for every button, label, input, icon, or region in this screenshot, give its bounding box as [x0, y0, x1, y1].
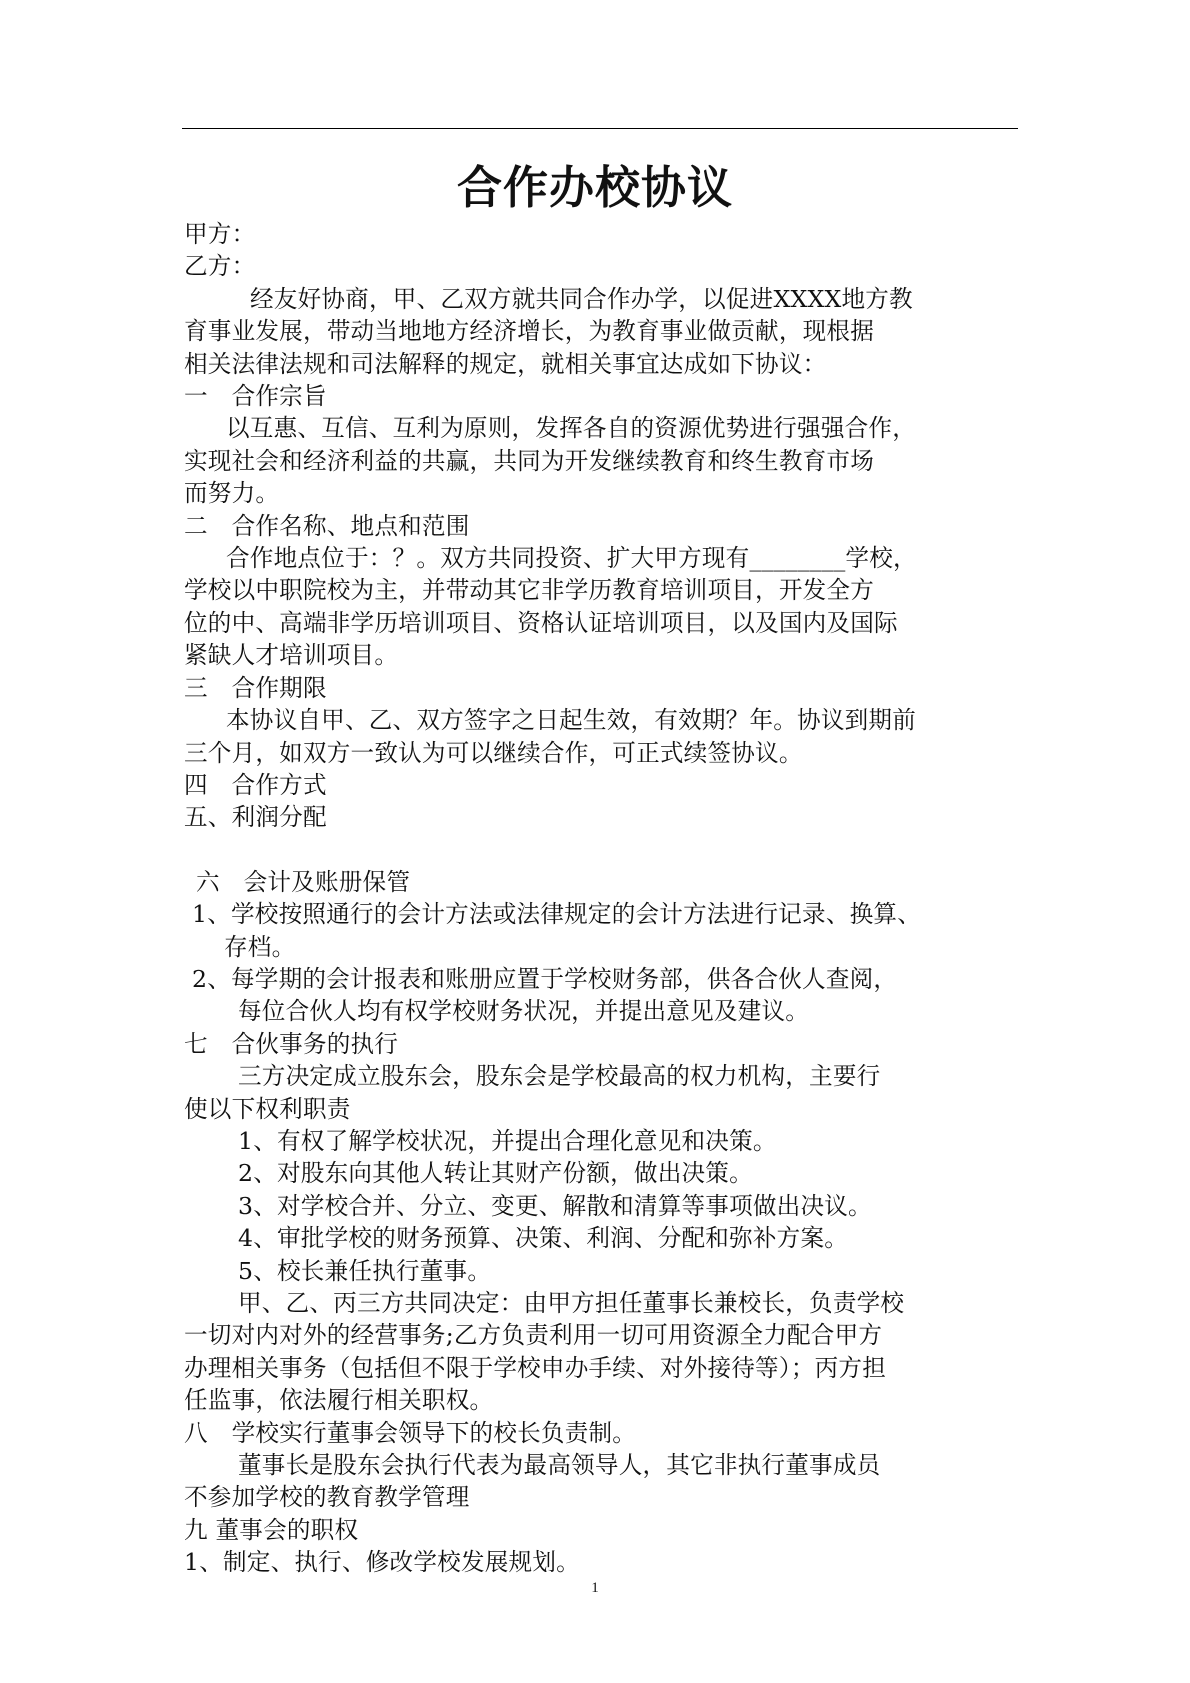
- section-8-heading: 八 学校实行董事会领导下的校长负责制。: [184, 1418, 637, 1447]
- section-9-heading: 九 董事会的职权: [184, 1515, 359, 1544]
- party-b-line: 乙方：: [184, 252, 256, 281]
- section-7-item: 1、有权了解学校状况，并提出合理化意见和决策。: [238, 1126, 777, 1155]
- section-1-line: 实现社会和经济利益的共赢，共同为开发继续教育和终生教育市场: [184, 446, 875, 475]
- section-6-item-1: 1、学校按照通行的会计方法或法律规定的会计方法进行记录、换算、: [192, 900, 922, 929]
- page-number: 1: [591, 1580, 599, 1596]
- section-6-item-2: 2、每学期的会计报表和账册应置于学校财务部，供各合伙人查阅，: [192, 964, 898, 993]
- section-4-heading: 四 合作方式: [184, 770, 327, 799]
- intro-line: 育事业发展，带动当地地方经济增长，为教育事业做贡献，现根据: [184, 317, 875, 346]
- header-rule: [182, 128, 1018, 129]
- section-7-decision-line: 任监事，依法履行相关职权。: [184, 1386, 494, 1415]
- section-7-item: 3、对学校合并、分立、变更、解散和清算等事项做出决议。: [238, 1191, 872, 1220]
- document-body: [184, 218, 1018, 1579]
- blank-line: [184, 834, 1018, 866]
- section-7-decision-line: 办理相关事务（包括但不限于学校申办手续、对外接待等）；丙方担: [184, 1353, 887, 1382]
- section-7-decision-line: 一切对内对外的经营事务;乙方负责利用一切可用资源全力配合甲方: [184, 1321, 883, 1350]
- section-6-item-1-cont: 存档。: [224, 932, 296, 961]
- section-6-heading: 六 会计及账册保管: [196, 867, 411, 896]
- section-1-line: 以互惠、互信、互利为原则，发挥各自的资源优势进行强强合作，: [226, 414, 917, 443]
- section-5-heading: 五、利润分配: [184, 803, 327, 832]
- section-7-heading: 七 合伙事务的执行: [184, 1029, 399, 1058]
- section-2-heading: 二 合作名称、地点和范围: [184, 511, 470, 540]
- intro-line: 相关法律法规和司法解释的规定，就相关事宜达成如下协议：: [184, 349, 827, 378]
- section-7-item: 2、对股东向其他人转让其财产份额，做出决策。: [238, 1159, 753, 1188]
- section-8-line: 不参加学校的教育教学管理: [184, 1483, 470, 1512]
- section-7-item: 4、审批学校的财务预算、决策、利润、分配和弥补方案。: [238, 1224, 849, 1253]
- section-1-heading: 一 合作宗旨: [184, 382, 327, 411]
- section-7-intro-line: 使以下权利职责: [184, 1094, 351, 1123]
- section-7-intro-line: 三方决定成立股东会，股东会是学校最高的权力机构，主要行: [238, 1062, 881, 1091]
- section-2-line: 学校以中职院校为主，并带动其它非学历教育培训项目，开发全方: [184, 576, 875, 605]
- section-3-line: 本协议自甲、乙、双方签字之日起生效，有效期？年。协议到期前: [226, 706, 917, 735]
- section-6-item-2-cont: 每位合伙人均有权学校财务状况，并提出意见及建议。: [238, 997, 810, 1026]
- section-7-decision-line: 甲、乙、丙三方共同决定：由甲方担任董事长兼校长，负责学校: [238, 1289, 905, 1317]
- section-3-line: 三个月，如双方一致认为可以继续合作，可正式续签协议。: [184, 738, 803, 767]
- section-8-line: 董事长是股东会执行代表为最高领导人，其它非执行董事成员: [238, 1451, 881, 1480]
- document-title: 合作办校协议: [456, 161, 733, 214]
- section-1-line: 而努力。: [184, 479, 280, 508]
- section-3-heading: 三 合作期限: [184, 673, 327, 702]
- intro-line: 经友好协商，甲、乙双方就共同合作办学，以促进XXXX地方教: [250, 284, 913, 313]
- section-9-item-1: 1、制定、执行、修改学校发展规划。: [184, 1548, 580, 1577]
- section-2-line: 位的中、高端非学历培训项目、资格认证培训项目，以及国内及国际: [184, 608, 898, 637]
- section-2-line: 紧缺人才培训项目。: [184, 641, 399, 670]
- section-2-line: 合作地点位于：？。双方共同投资、扩大甲方现有________学校，: [226, 544, 917, 573]
- party-a-line: 甲方：: [184, 220, 256, 248]
- section-7-item: 5、校长兼任执行董事。: [238, 1256, 492, 1285]
